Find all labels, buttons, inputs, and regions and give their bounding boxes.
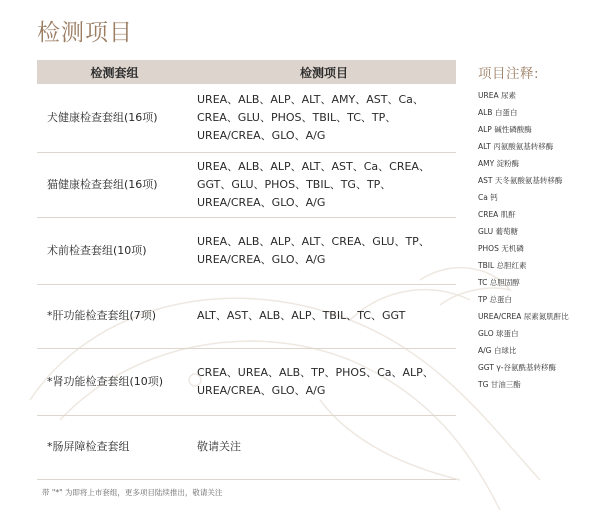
table-row xyxy=(37,284,456,348)
page-title: 检测项目 xyxy=(37,20,133,46)
footnote: 带 "*" 为即将上市套组，更多项目陆续推出，敬请关注 xyxy=(42,488,223,497)
note-item: CREA 肌酐 xyxy=(478,210,516,219)
table-row xyxy=(37,217,456,284)
note-item: PHOS 无机磷 xyxy=(478,244,524,253)
note-item: A/G 白球比 xyxy=(478,346,517,355)
panel-name: 犬健康检查套组(16项) xyxy=(37,84,192,152)
panel-items: 敬请关注 xyxy=(192,415,456,479)
note-item: GGT γ-谷氨酰基转移酶 xyxy=(478,363,556,372)
table-header-row xyxy=(37,60,456,84)
note-item: GLU 葡萄糖 xyxy=(478,227,518,236)
note-item: UREA 尿素 xyxy=(478,91,516,100)
panel-items: CREA、UREA、ALB、TP、PHOS、Ca、ALP、UREA/CREA、GLO、A/G xyxy=(192,348,456,415)
note-item: ALT 丙氨酸氨基转移酶 xyxy=(478,142,554,151)
abbreviation-notes xyxy=(478,62,598,393)
panel-name: 猫健康检查套组(16项) xyxy=(37,152,192,217)
panel-items: ALT、AST、ALB、ALP、TBIL、TC、GGT xyxy=(192,284,456,348)
note-item: Ca 钙 xyxy=(478,193,498,202)
panel-items: UREA、ALB、ALP、ALT、CREA、GLU、TP、UREA/CREA、GLO、A/G xyxy=(192,217,456,284)
note-item: GLO 球蛋白 xyxy=(478,329,519,338)
notes-title: 项目注释: xyxy=(478,66,540,82)
test-panel-table xyxy=(37,60,456,480)
note-item: ALP 碱性磷酸酶 xyxy=(478,125,532,134)
panel-items: UREA、ALB、ALP、ALT、AMY、AST、Ca、CREA、GLU、PHOS、TBIL、TC、TP、UREA/CREA、GLO、A/G xyxy=(192,84,456,152)
note-item: ALB 白蛋白 xyxy=(478,108,518,117)
panel-name: *肝功能检查套组(7项) xyxy=(37,284,192,348)
column-header-items: 检测项目 xyxy=(192,60,456,84)
table-row xyxy=(37,348,456,415)
table-row xyxy=(37,152,456,217)
table-row xyxy=(37,84,456,152)
panel-name: *肾功能检查套组(10项) xyxy=(37,348,192,415)
panel-name: 术前检查套组(10项) xyxy=(37,217,192,284)
table-row xyxy=(37,415,456,479)
note-item: TC 总胆固醇 xyxy=(478,278,520,287)
note-item: AMY 淀粉酶 xyxy=(478,159,520,168)
note-item: TBIL 总胆红素 xyxy=(478,261,527,270)
note-item: AST 天冬氨酸氨基转移酶 xyxy=(478,176,563,185)
note-item: TG 甘油三酯 xyxy=(478,380,521,389)
column-header-panel: 检测套组 xyxy=(37,60,192,84)
panel-name: *肠屏障检查套组 xyxy=(37,415,192,479)
note-item: UREA/CREA 尿素氮肌酐比 xyxy=(478,312,569,321)
note-item: TP 总蛋白 xyxy=(478,295,512,304)
panel-items: UREA、ALB、ALP、ALT、AST、Ca、CREA、GGT、GLU、PHOS、TBIL、TG、TP、UREA/CREA、GLO、A/G xyxy=(192,152,456,217)
